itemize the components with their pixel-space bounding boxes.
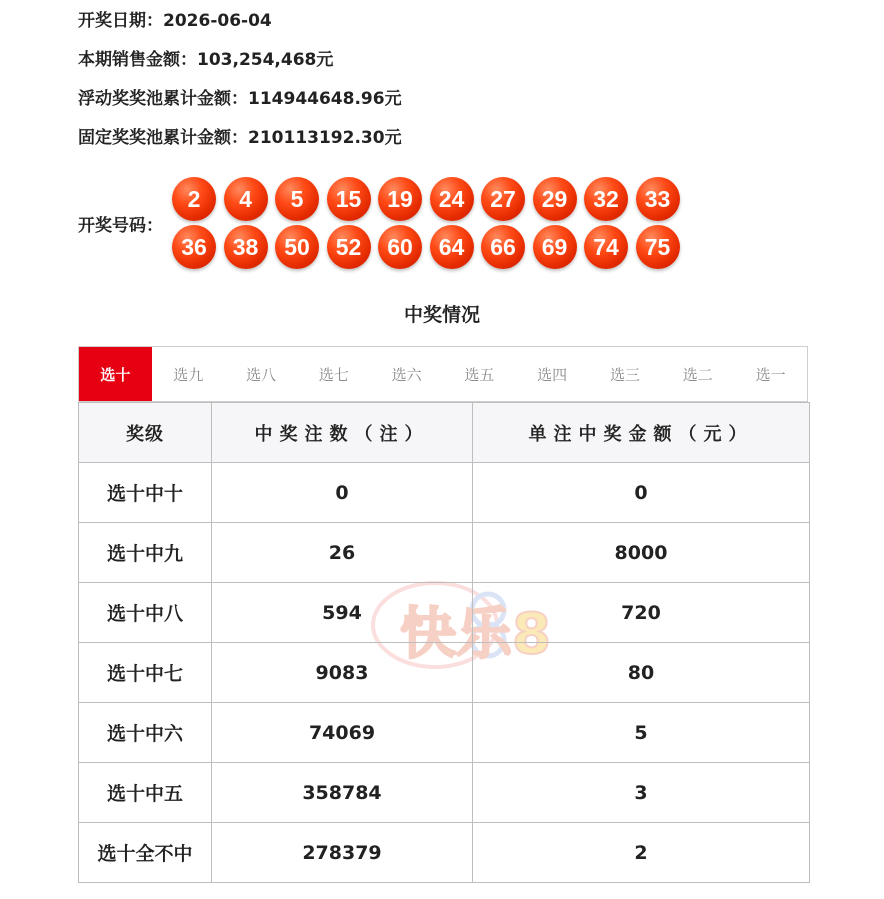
table-row: [79, 703, 810, 763]
draw-ball: 15: [327, 177, 371, 221]
draw-date: 开奖日期：2026-06-04: [78, 11, 272, 31]
tab-option-5[interactable]: 选六: [391, 365, 422, 384]
prize-level-cell: 选十中九: [79, 523, 212, 583]
tab-option-7[interactable]: 选四: [537, 365, 568, 384]
draw-ball: 27: [481, 177, 525, 221]
header-prize-amount: 单注中奖金额（元）: [473, 403, 810, 463]
tab-option-2[interactable]: 选九: [173, 365, 204, 384]
tab-option-8[interactable]: 选三: [609, 365, 640, 384]
winner-count-cell: 358784: [212, 763, 473, 823]
draw-numbers-label: 开奖号码：: [78, 216, 163, 236]
winner-count-cell: 0: [212, 463, 473, 523]
watermark-logo-text: 快乐8: [400, 602, 551, 667]
draw-ball: 32: [584, 177, 628, 221]
prize-amount-cell: 8000: [473, 523, 810, 583]
draw-ball: 33: [636, 177, 680, 221]
tab-option-4[interactable]: 选七: [318, 365, 349, 384]
tab-option-6[interactable]: 选五: [464, 365, 495, 384]
tab-option-3[interactable]: 选八: [245, 365, 276, 384]
table-row: [79, 763, 810, 823]
draw-ball: 69: [533, 225, 577, 269]
draw-ball: 5: [275, 177, 319, 221]
table-row: [79, 463, 810, 523]
draw-ball: 19: [378, 177, 422, 221]
tab-option-10[interactable]: 选一: [755, 365, 786, 384]
winner-count-cell: 9083: [212, 643, 473, 703]
winner-count-cell: 278379: [212, 823, 473, 883]
tab-option-9[interactable]: 选二: [682, 365, 713, 384]
tab-bar: [78, 346, 808, 402]
table-header-row: [79, 403, 810, 463]
draw-ball: 64: [430, 225, 474, 269]
floating-pool-amount: 浮动奖奖池累计金额：114944648.96元: [78, 89, 402, 109]
draw-ball: 66: [481, 225, 525, 269]
winner-count-cell: 594: [212, 583, 473, 643]
prize-amount-cell: 2: [473, 823, 810, 883]
prize-level-cell: 选十中七: [79, 643, 212, 703]
draw-ball: 60: [378, 225, 422, 269]
draw-ball: 74: [584, 225, 628, 269]
prize-amount-cell: 720: [473, 583, 810, 643]
draw-ball: 52: [327, 225, 371, 269]
table-row: [79, 583, 810, 643]
draw-ball: 4: [224, 177, 268, 221]
prize-amount-cell: 0: [473, 463, 810, 523]
prize-amount-cell: 80: [473, 643, 810, 703]
fixed-pool-amount: 固定奖奖池累计金额：210113192.30元: [78, 128, 402, 148]
prize-table: [78, 402, 810, 883]
prize-level-cell: 选十中五: [79, 763, 212, 823]
draw-ball: 24: [430, 177, 474, 221]
winner-count-cell: 74069: [212, 703, 473, 763]
draw-ball: 36: [172, 225, 216, 269]
table-row: [79, 823, 810, 883]
prize-level-cell: 选十中八: [79, 583, 212, 643]
prize-level-cell: 选十中十: [79, 463, 212, 523]
draw-ball: 2: [172, 177, 216, 221]
prize-amount-cell: 3: [473, 763, 810, 823]
draw-ball: 50: [275, 225, 319, 269]
draw-ball: 75: [636, 225, 680, 269]
section-title: 中奖情况: [403, 304, 480, 326]
winner-count-cell: 26: [212, 523, 473, 583]
prize-level-cell: 选十中六: [79, 703, 212, 763]
header-prize-level: 奖级: [79, 403, 212, 463]
prize-amount-cell: 5: [473, 703, 810, 763]
table-row: [79, 523, 810, 583]
sales-amount: 本期销售金额：103,254,468元: [78, 50, 334, 70]
table-row: [79, 643, 810, 703]
draw-ball: 29: [533, 177, 577, 221]
tab-option-1[interactable]: 选十: [79, 347, 152, 401]
prize-level-cell: 选十全不中: [79, 823, 212, 883]
draw-ball: 38: [224, 225, 268, 269]
header-winner-count: 中奖注数（注）: [212, 403, 473, 463]
